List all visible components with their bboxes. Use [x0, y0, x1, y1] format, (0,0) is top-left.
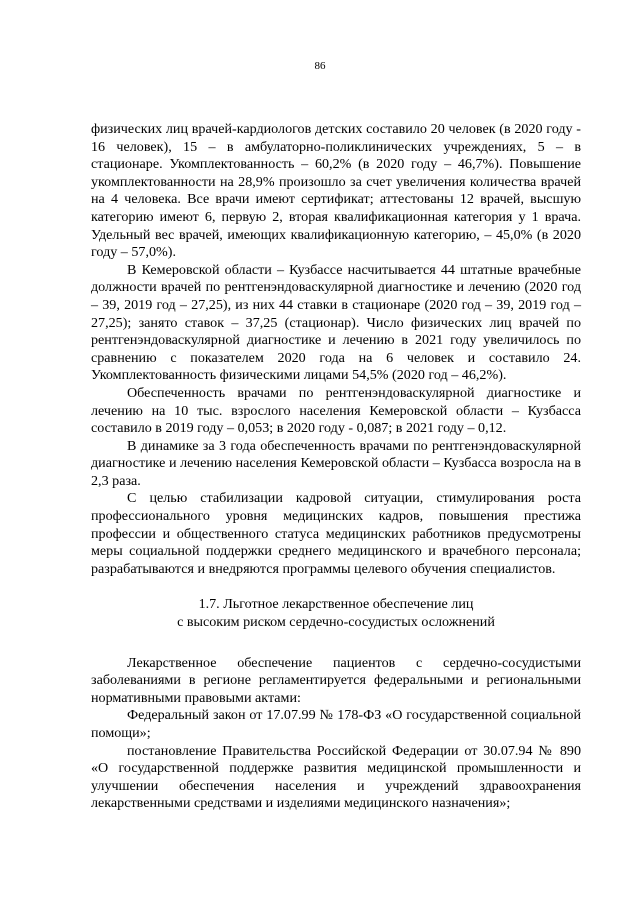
section-heading-line-1: 1.7. Льготное лекарственное обеспечение лиц [198, 596, 474, 613]
page-number: 86 [314, 60, 326, 72]
paragraph-staff-measures: С целью стабилизации кадровой ситуации, стимулирования роста профессионального уровня медицинских кадров, повышения престижа профессии и общественного статуса медицинских работников предусмотрены меры социальной поддержки среднего медицинского и врачебного персонала; разрабатываются и внедряются программы целевого обучения специалистов. [91, 490, 581, 577]
paragraph-dynamics: В динамике за 3 года обеспеченность врачами по рентгенэндоваскулярной диагностике и лечению населения Кемеровской области – Кузбасса возросла на в 2,3 раза. [91, 437, 581, 489]
paragraph-federal-law: Федеральный закон от 17.07.99 № 178-ФЗ «О государственной социальной помощи»; [91, 707, 581, 741]
paragraph-provision-rate: Обеспеченность врачами по рентгенэндоваскулярной диагностике и лечению на 10 тыс. взрослого населения Кемеровской области – Кузбасса составило в 2019 году – 0,053; в 2020 году - 0,087; в 2021 году – 0,12. [91, 384, 581, 437]
paragraph-government-decree: постановление Правительства Российской Федерации от 30.07.94 № 890 «О государственной поддержке развития медицинской промышленности и улучшении обеспечения населения и учреждений здравоохранения лекарственными средствами и изделиями медицинского назначения»; [91, 742, 581, 812]
paragraph-positions: В Кемеровской области – Кузбассе насчитывается 44 штатные врачебные должности врачей по рентгенэндоваскулярной диагностике и лечению (2020 год – 39, 2019 год – 27,25), из них 44 ставки в стационаре (2020 год – 39, 2019 год – 27,25); занято ставок – 37,25 (стационар). Число физических лиц врачей по рентгенэндоваскулярной диагностике и лечению в 2021 году увеличилось по сравнению с показателем 2020 года на 6 человек и составило 24. Укомплектованность физическими лицами 54,5% (2020 год – 46,2%). [91, 261, 581, 384]
document-body [91, 121, 581, 813]
section-heading-line-2: с высоким риском сердечно-сосудистых осложнений [177, 614, 495, 631]
section-heading [91, 596, 581, 631]
paragraph-regulation: Лекарственное обеспечение пациентов с сердечно-сосудистыми заболеваниями в регионе регламентируется федеральными и региональными нормативными правовыми актами: [91, 654, 581, 706]
paragraph-cardiologists: физических лиц врачей-кардиологов детских составило 20 человек (в 2020 году - 16 человек), 15 – в амбулаторно-поликлинических учреждениях, 5 – в стационаре. Укомплектованность – 60,2% (в 2020 году – 46,7%). Повышение укомплектованности на 28,9% произошло за счет увеличения количества врачей на 4 человека. Все врачи имеют сертификат; аттестованы 12 врачей, высшую категорию имеют 6, первую 2, вторая квалификационная категория у 1 врача. Удельный вес врачей, имеющих квалификационную категорию, – 45,0% (в 2020 году – 57,0%). [91, 121, 581, 261]
